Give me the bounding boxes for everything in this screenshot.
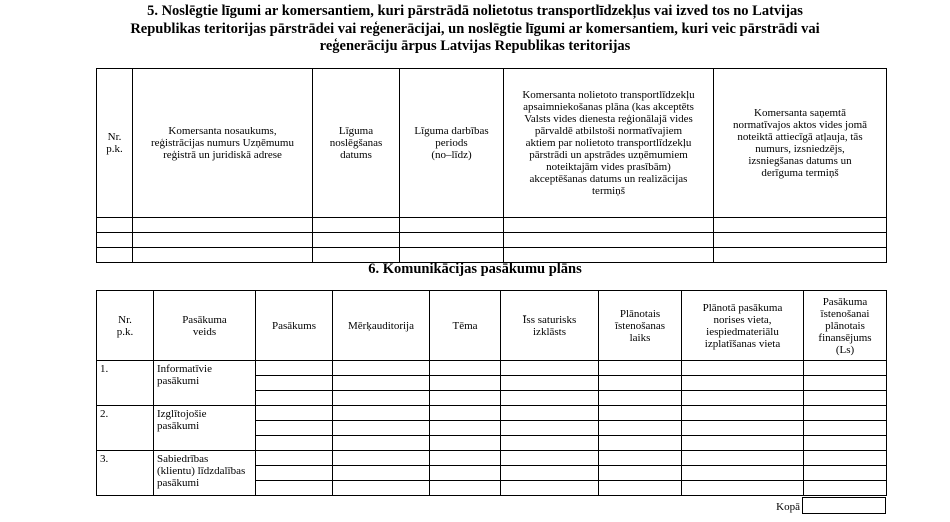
contracts-header-line: derīguma termiņš xyxy=(761,167,839,179)
plan-header-line: p.k. xyxy=(116,325,134,338)
plan-cell[interactable] xyxy=(804,466,887,481)
contracts-header-line: (no–līdz) xyxy=(431,149,472,161)
plan-row-number: 3. xyxy=(97,451,154,496)
plan-header-line: Tēma xyxy=(452,319,478,332)
contracts-cell[interactable] xyxy=(504,233,714,248)
plan-header-line: Nr. xyxy=(118,313,132,326)
contracts-header-line: normatīvajos aktos vides jomā xyxy=(732,119,868,131)
contracts-row xyxy=(97,218,887,233)
plan-cell[interactable] xyxy=(804,421,887,436)
plan-cell[interactable] xyxy=(430,466,501,481)
total-label: Kopā xyxy=(776,501,800,513)
section-5-title-line: Republikas teritorijas pārstrādei vai reģenerācijai, un noslēgtie līgumi ar komersantiem, kuri veic pārstrādi vai xyxy=(130,20,820,37)
plan-cell[interactable] xyxy=(599,451,682,466)
plan-cell[interactable] xyxy=(804,481,887,496)
plan-activity-type-line: Izglītojošie xyxy=(157,408,207,420)
total-cell[interactable] xyxy=(802,497,886,514)
plan-cell[interactable] xyxy=(501,376,599,391)
plan-cell[interactable] xyxy=(501,481,599,496)
plan-header-line: Plānotais xyxy=(619,307,661,320)
contracts-table xyxy=(96,68,887,263)
contracts-header-cell xyxy=(133,69,313,218)
plan-header-line: īstenošanai xyxy=(820,307,870,320)
plan-cell[interactable] xyxy=(682,406,804,421)
plan-header-cell xyxy=(804,291,887,361)
contracts-header-line: pārstrādi un apstrādes uzņēmumiem xyxy=(529,149,688,161)
contracts-header-line: Komersanta nosaukums, xyxy=(168,125,277,137)
plan-cell[interactable] xyxy=(804,406,887,421)
contracts-header-cell xyxy=(97,69,133,218)
contracts-header-line: numurs, izsniedzējs, xyxy=(755,143,845,155)
plan-cell[interactable] xyxy=(501,421,599,436)
plan-activity-type-line: Informatīvie xyxy=(157,363,212,375)
plan-header-cell xyxy=(430,291,501,361)
plan-header-line: Pasākuma xyxy=(822,295,868,308)
plan-header-line: Pasākums xyxy=(272,319,316,332)
plan-cell[interactable] xyxy=(256,406,333,421)
plan-header-line: (Ls) xyxy=(835,343,855,356)
plan-header-line: norises vieta, xyxy=(713,313,772,326)
plan-header-line: finansējums xyxy=(818,331,872,344)
plan-row xyxy=(97,451,887,466)
plan-cell[interactable] xyxy=(430,391,501,406)
section-5-title xyxy=(60,3,890,56)
plan-activity-type-line: pasākumi xyxy=(157,420,200,432)
plan-cell[interactable] xyxy=(430,481,501,496)
communication-plan-table xyxy=(96,290,887,496)
plan-cell[interactable] xyxy=(599,361,682,376)
contracts-cell[interactable] xyxy=(714,218,887,233)
plan-cell[interactable] xyxy=(501,406,599,421)
plan-cell[interactable] xyxy=(501,391,599,406)
plan-activity-type xyxy=(154,451,256,496)
plan-cell[interactable] xyxy=(501,451,599,466)
contracts-cell[interactable] xyxy=(97,218,133,233)
plan-cell[interactable] xyxy=(256,361,333,376)
plan-cell[interactable] xyxy=(333,451,430,466)
plan-cell[interactable] xyxy=(333,391,430,406)
plan-cell[interactable] xyxy=(333,481,430,496)
plan-cell[interactable] xyxy=(804,451,887,466)
contracts-header-cell xyxy=(504,69,714,218)
contracts-header-line: noslēgšanas xyxy=(329,137,383,149)
contracts-header-line: reģistrācijas numurs Uzņēmumu xyxy=(151,137,294,149)
contracts-cell[interactable] xyxy=(133,218,313,233)
contracts-header-line: noteiktā attiecīgā atļauja, tās xyxy=(737,131,863,143)
plan-cell[interactable] xyxy=(333,421,430,436)
contracts-cell[interactable] xyxy=(97,233,133,248)
plan-header-cell xyxy=(599,291,682,361)
section-6-title: 6. Komunikācijas pasākumu plāns xyxy=(368,261,582,277)
plan-cell[interactable] xyxy=(256,481,333,496)
section-5-title-line: 5. Noslēgtie līgumi ar komersantiem, kuri pārstrādā nolietotus transportlīdzekļus vai izved tos no Latvijas xyxy=(147,3,803,19)
plan-cell[interactable] xyxy=(682,436,804,451)
plan-cell[interactable] xyxy=(333,361,430,376)
contracts-header-line: p.k. xyxy=(106,143,123,155)
contracts-cell[interactable] xyxy=(504,218,714,233)
plan-cell[interactable] xyxy=(682,451,804,466)
plan-cell[interactable] xyxy=(333,406,430,421)
plan-cell[interactable] xyxy=(682,466,804,481)
plan-row-number: 2. xyxy=(97,406,154,451)
plan-cell[interactable] xyxy=(430,361,501,376)
plan-cell[interactable] xyxy=(256,376,333,391)
plan-cell[interactable] xyxy=(256,451,333,466)
plan-activity-type-line: pasākumi xyxy=(157,375,200,387)
contracts-header-line: Līguma darbības xyxy=(414,125,489,137)
plan-cell[interactable] xyxy=(430,376,501,391)
plan-cell[interactable] xyxy=(682,391,804,406)
contracts-cell[interactable] xyxy=(313,218,400,233)
plan-header-line: plānotais xyxy=(825,319,865,332)
plan-header-line: laiks xyxy=(629,331,651,344)
contracts-cell[interactable] xyxy=(400,218,504,233)
plan-cell[interactable] xyxy=(682,421,804,436)
plan-header-cell xyxy=(97,291,154,361)
contracts-header-line: pārvaldē atbilstoši normatīvajiem xyxy=(534,125,683,137)
contracts-cell[interactable] xyxy=(400,233,504,248)
plan-activity-type-line: Sabiedrības xyxy=(157,453,209,465)
plan-cell[interactable] xyxy=(599,376,682,391)
plan-cell[interactable] xyxy=(599,481,682,496)
contracts-header-cell xyxy=(313,69,400,218)
contracts-cell[interactable] xyxy=(714,233,887,248)
plan-cell[interactable] xyxy=(599,406,682,421)
plan-header-cell xyxy=(333,291,430,361)
contracts-row xyxy=(97,233,887,248)
contracts-cell[interactable] xyxy=(133,233,313,248)
plan-cell[interactable] xyxy=(256,421,333,436)
plan-cell[interactable] xyxy=(333,466,430,481)
contracts-header-line: akceptēšanas datums un realizācijas xyxy=(529,173,688,185)
plan-cell[interactable] xyxy=(333,376,430,391)
section-5-title-line: reģenerāciju ārpus Latvijas Republikas teritorijas xyxy=(319,38,631,54)
plan-cell[interactable] xyxy=(682,481,804,496)
plan-cell[interactable] xyxy=(804,391,887,406)
plan-header-line: Plānotā pasākuma xyxy=(702,301,783,314)
plan-row-number: 1. xyxy=(97,361,154,406)
plan-header-line: izplatīšanas vieta xyxy=(704,337,781,350)
plan-cell[interactable] xyxy=(682,376,804,391)
plan-cell[interactable] xyxy=(430,451,501,466)
contracts-header-line: noteiktajām vides prasībām) xyxy=(546,161,671,173)
contracts-header-line: Nr. xyxy=(107,131,122,143)
plan-header-line: izklāsts xyxy=(533,325,566,338)
plan-header-line: Pasākuma xyxy=(182,313,227,326)
plan-cell[interactable] xyxy=(682,361,804,376)
plan-cell[interactable] xyxy=(430,421,501,436)
contracts-header-line: Valsts vides dienesta reģionālajā vides xyxy=(524,113,693,125)
plan-cell[interactable] xyxy=(333,436,430,451)
plan-cell[interactable] xyxy=(430,406,501,421)
plan-cell[interactable] xyxy=(430,436,501,451)
contracts-header-line: Komersanta saņemtā xyxy=(754,107,846,119)
contracts-header-line: Komersanta nolietoto transportlīdzekļu xyxy=(522,89,695,101)
plan-activity-type xyxy=(154,406,256,451)
plan-activity-type-line: pasākumi xyxy=(157,477,200,489)
plan-cell[interactable] xyxy=(256,466,333,481)
contracts-header-line: datums xyxy=(340,149,372,161)
plan-header-cell xyxy=(682,291,804,361)
plan-activity-type-line: (klientu) līdzdalības xyxy=(157,465,246,477)
plan-header-cell xyxy=(501,291,599,361)
plan-cell[interactable] xyxy=(256,436,333,451)
contracts-header-line: termiņš xyxy=(592,185,625,197)
contracts-header-line: periods xyxy=(435,137,468,149)
plan-header-cell xyxy=(154,291,256,361)
plan-row xyxy=(97,406,887,421)
plan-cell[interactable] xyxy=(599,436,682,451)
plan-cell[interactable] xyxy=(501,436,599,451)
plan-cell[interactable] xyxy=(804,436,887,451)
contracts-header-cell xyxy=(714,69,887,218)
plan-cell[interactable] xyxy=(599,391,682,406)
plan-row xyxy=(97,361,887,376)
contracts-header-line: reģistrā un juridiskā adrese xyxy=(163,149,282,161)
plan-cell[interactable] xyxy=(256,391,333,406)
contracts-header-line: Līguma xyxy=(338,125,374,137)
contracts-header-cell xyxy=(400,69,504,218)
plan-cell[interactable] xyxy=(599,466,682,481)
contracts-header-line: aktiem par nolietoto transportlīdzekļu xyxy=(525,137,692,149)
plan-header-line: Īss saturisks xyxy=(522,313,577,326)
plan-header-line: iespiedmateriālu xyxy=(706,325,779,338)
plan-header-line: Mērķauditorija xyxy=(348,319,414,332)
contracts-cell[interactable] xyxy=(313,233,400,248)
plan-header-cell xyxy=(256,291,333,361)
plan-cell[interactable] xyxy=(501,361,599,376)
plan-activity-type xyxy=(154,361,256,406)
contracts-header-line: izsniegšanas datums un xyxy=(748,155,852,167)
plan-cell[interactable] xyxy=(804,376,887,391)
plan-header-line: īstenošanas xyxy=(614,319,666,332)
plan-cell[interactable] xyxy=(804,361,887,376)
contracts-header-line: apsaimniekošanas plāna (kas akceptēts xyxy=(523,101,694,113)
plan-cell[interactable] xyxy=(599,421,682,436)
plan-cell[interactable] xyxy=(501,466,599,481)
plan-header-line: veids xyxy=(192,325,217,338)
